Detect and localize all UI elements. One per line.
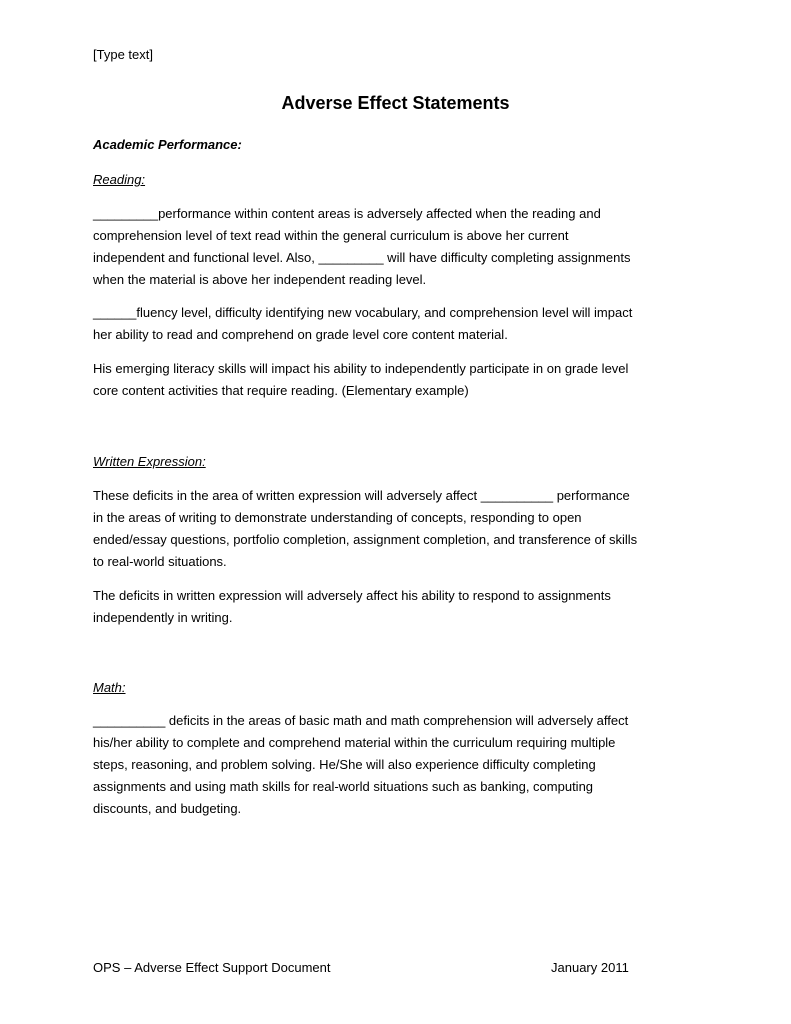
written-paragraph-2: [93, 585, 611, 629]
text-line: The deficits in written expression will adversely affect his ability to respond to assignments: [93, 588, 611, 603]
text-line: steps, reasoning, and problem solving. He/She will also experience difficulty completing: [93, 757, 596, 772]
math-paragraph-1: [93, 710, 628, 820]
text-line: These deficits in the area of written expression will adversely affect __________ performance: [93, 488, 630, 503]
text-line: ended/essay questions, portfolio completion, assignment completion, and transference of skills: [93, 532, 638, 547]
text-line: comprehension level of text read within the general curriculum is above her current: [93, 228, 569, 243]
document-title: Adverse Effect Statements: [281, 93, 510, 113]
text-line: discounts, and budgeting.: [93, 801, 242, 816]
written-paragraph-1: [93, 485, 637, 573]
reading-paragraph-1: [93, 203, 630, 291]
text-line: core content activities that require reading. (Elementary example): [93, 383, 469, 398]
section-heading: Academic Performance:: [93, 137, 242, 152]
page-header: [Type text]: [93, 47, 153, 62]
reading-paragraph-2: [93, 302, 632, 346]
written-expression-heading: Written Expression:: [93, 454, 206, 469]
text-line: his/her ability to complete and comprehend material within the curriculum requiring multiple: [93, 735, 616, 750]
text-line: in the areas of writing to demonstrate understanding of concepts, responding to open: [93, 510, 582, 525]
footer-left: OPS – Adverse Effect Support Document: [93, 960, 331, 975]
text-line: ______fluency level, difficulty identifying new vocabulary, and comprehension level will impact: [93, 305, 633, 320]
reading-paragraph-3: [93, 358, 628, 402]
text-line: assignments and using math skills for real-world situations such as banking, computing: [93, 779, 594, 794]
text-line: independently in writing.: [93, 610, 233, 625]
footer-date: January 2011: [551, 960, 629, 975]
text-line: to real-world situations.: [93, 554, 227, 569]
reading-heading: Reading:: [93, 172, 146, 187]
text-line: her ability to read and comprehend on grade level core content material.: [93, 327, 508, 342]
text-line: when the material is above her independent reading level.: [93, 272, 427, 287]
text-line: __________ deficits in the areas of basic math and math comprehension will adversely affect: [93, 713, 629, 728]
text-line: independent and functional level. Also, _________ will have difficulty completing assignments: [93, 250, 631, 265]
text-line: His emerging literacy skills will impact his ability to independently participate in on grade level: [93, 361, 629, 376]
text-line: _________performance within content areas is adversely affected when the reading and: [93, 206, 601, 221]
math-heading: Math:: [93, 680, 126, 695]
